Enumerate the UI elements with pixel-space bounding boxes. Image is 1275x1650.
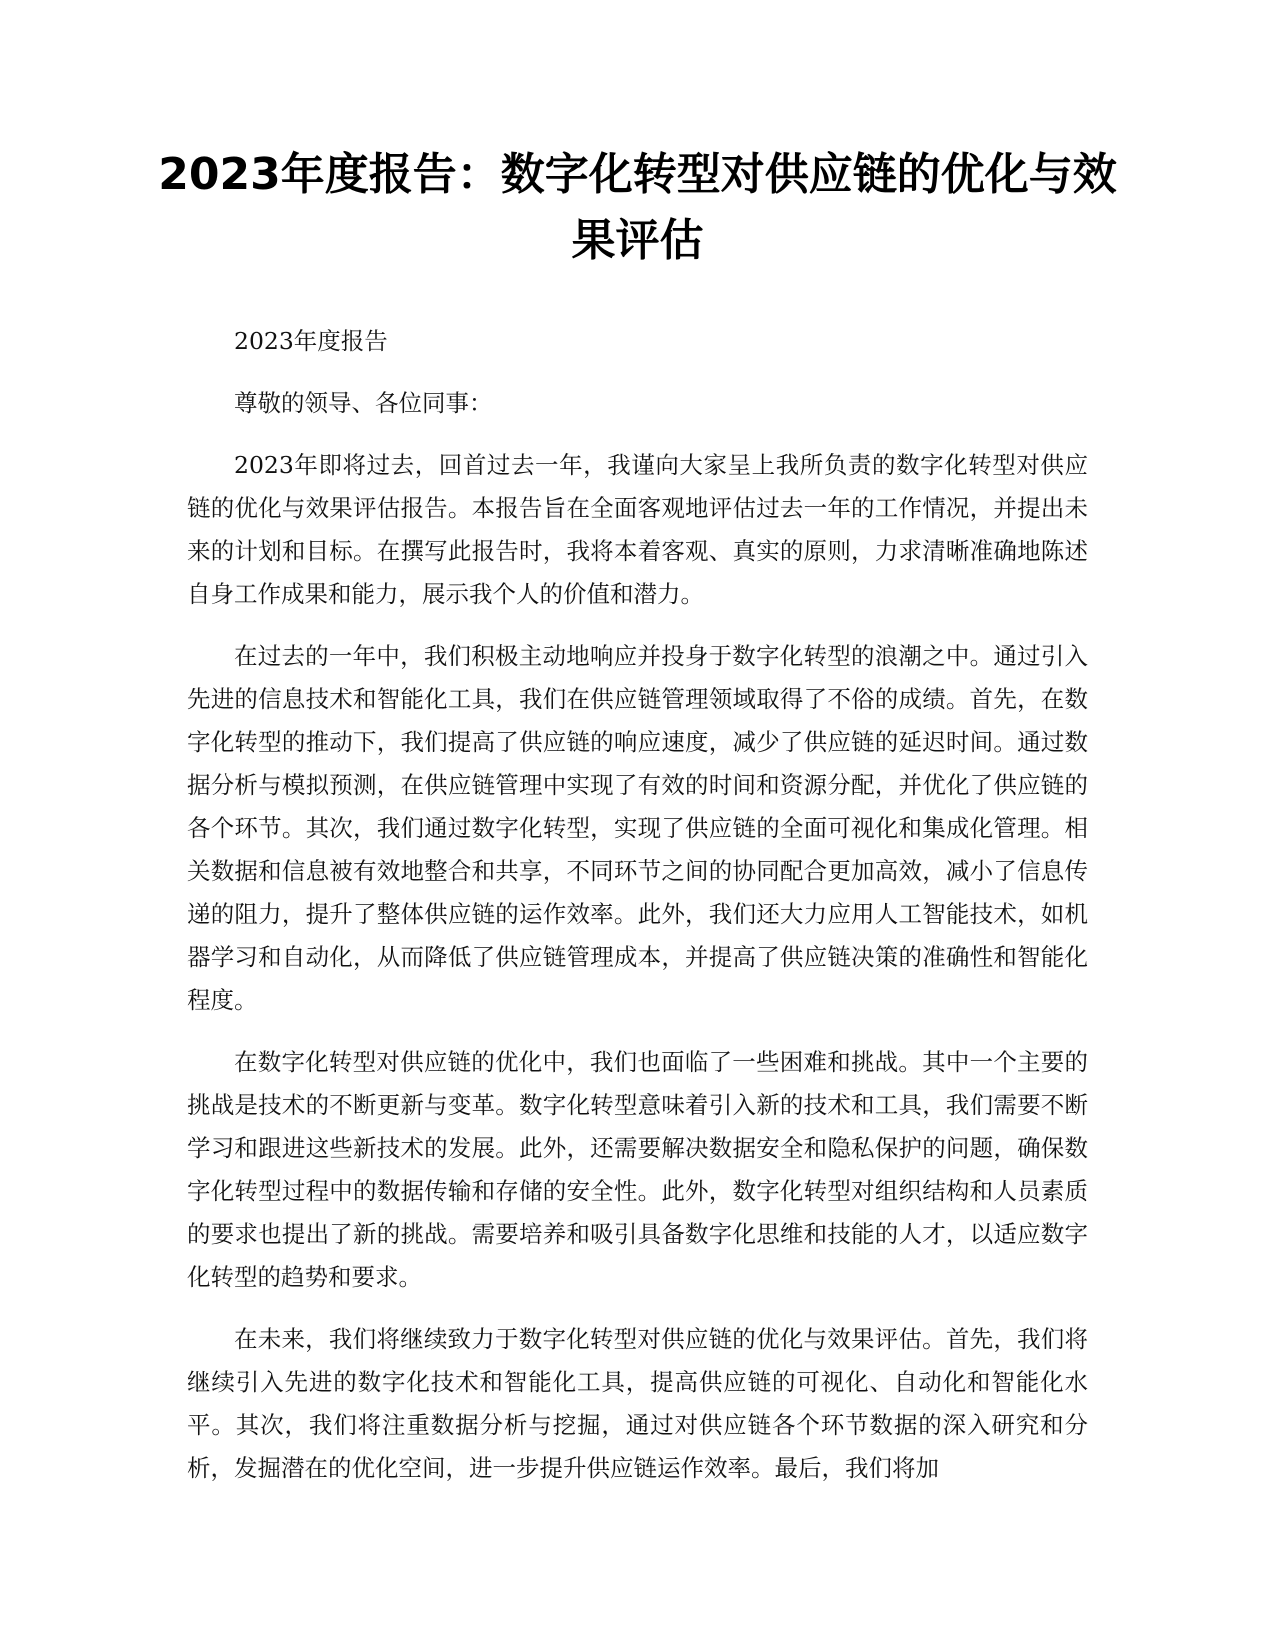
paragraph-future-plans: 在未来，我们将继续致力于数字化转型对供应链的优化与效果评估。首先，我们将继续引入先进的数字化技术和智能化工具，提高供应链的可视化、自动化和智能化水平。其次，我们将注重数据分析与挖掘，通过对供应链各个环节数据的深入研究和分析，发掘潜在的优化空间，进一步提升供应链运作效率。最后，我们将加 <box>187 1325 1088 1482</box>
paragraph-salutation: 尊敬的领导、各位同事： <box>234 389 493 417</box>
document-title: 2023年度报告：数字化转型对供应链的优化与效果评估 <box>158 149 1117 266</box>
document-body <box>187 320 1088 1509</box>
paragraph-achievements: 在过去的一年中，我们积极主动地响应并投身于数字化转型的浪潮之中。通过引入先进的信息技术和智能化工具，我们在供应链管理领域取得了不俗的成绩。首先，在数字化转型的推动下，我们提高了供应链的响应速度，减少了供应链的延迟时间。通过数据分析与模拟预测，在供应链管理中实现了有效的时间和资源分配，并优化了供应链的各个环节。其次，我们通过数字化转型，实现了供应链的全面可视化和集成化管理。相关数据和信息被有效地整合和共享，不同环节之间的协同配合更加高效，减小了信息传递的阻力，提升了整体供应链的运作效率。此外，我们还大力应用人工智能技术，如机器学习和自动化，从而降低了供应链管理成本，并提高了供应链决策的准确性和智能化程度。 <box>187 642 1088 1014</box>
paragraph-introduction: 2023年即将过去，回首过去一年，我谨向大家呈上我所负责的数字化转型对供应链的优化与效果评估报告。本报告旨在全面客观地评估过去一年的工作情况，并提出未来的计划和目标。在撰写此报告时，我将本着客观、真实的原则，力求清晰准确地陈述自身工作成果和能力，展示我个人的价值和潜力。 <box>187 451 1088 608</box>
paragraph-challenges: 在数字化转型对供应链的优化中，我们也面临了一些困难和挑战。其中一个主要的挑战是技术的不断更新与变革。数字化转型意味着引入新的技术和工具，我们需要不断学习和跟进这些新技术的发展。此外，还需要解决数据安全和隐私保护的问题，确保数字化转型过程中的数据传输和存储的安全性。此外，数字化转型对组织结构和人员素质的要求也提出了新的挑战。需要培养和吸引具备数字化思维和技能的人才，以适应数字化转型的趋势和要求。 <box>187 1048 1088 1291</box>
paragraph-report-label: 2023年度报告 <box>234 327 388 355</box>
